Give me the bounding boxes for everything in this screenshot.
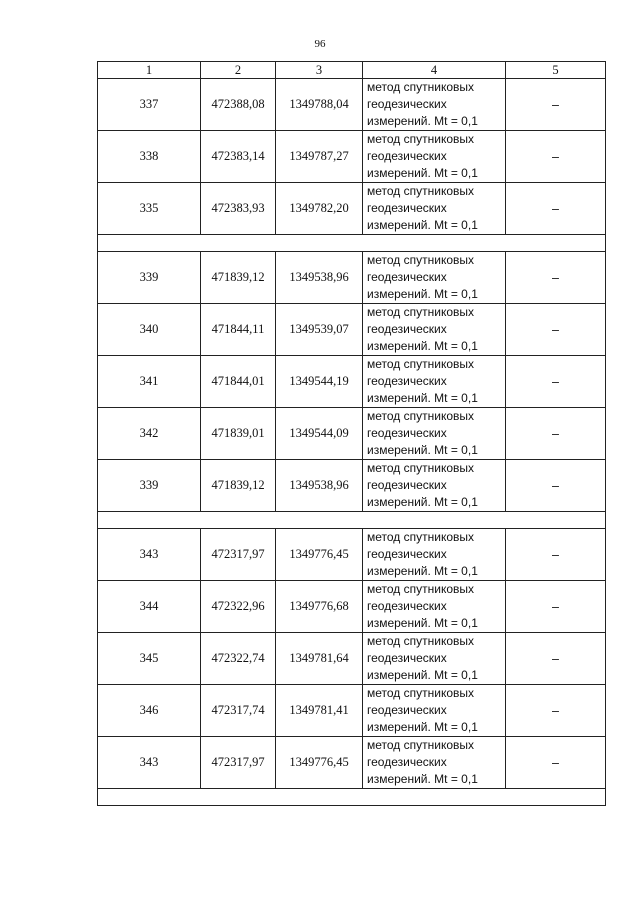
method-line: геодезических [367, 703, 447, 717]
table-row [98, 304, 606, 356]
table-row [98, 460, 606, 512]
method-line: геодезических [367, 599, 447, 613]
point-number-cell: 339 [98, 252, 201, 304]
method-cell [363, 633, 506, 685]
method-line: метод спутниковых [367, 582, 475, 596]
method-cell [363, 356, 506, 408]
method-cell [363, 581, 506, 633]
method-line: геодезических [367, 651, 447, 665]
table-row [98, 633, 606, 685]
method-line: измерений. Mt = 0,1 [367, 166, 478, 180]
y-coordinate-cell: 1349544,19 [276, 356, 363, 408]
header-col-3: 3 [276, 62, 363, 79]
point-number-cell: 345 [98, 633, 201, 685]
header-row [98, 62, 606, 79]
x-coordinate-cell: 471844,11 [201, 304, 276, 356]
method-cell [363, 408, 506, 460]
method-line: метод спутниковых [367, 80, 475, 94]
method-line: измерений. Mt = 0,1 [367, 616, 478, 630]
method-cell [363, 131, 506, 183]
method-line: геодезических [367, 374, 447, 388]
method-cell [363, 529, 506, 581]
group-separator-cell [98, 512, 606, 529]
coordinates-table [97, 61, 606, 806]
y-coordinate-cell: 1349538,96 [276, 460, 363, 512]
note-cell: – [506, 131, 606, 183]
point-number-cell: 344 [98, 581, 201, 633]
y-coordinate-cell: 1349776,45 [276, 737, 363, 789]
x-coordinate-cell: 472388,08 [201, 79, 276, 131]
note-cell: – [506, 252, 606, 304]
method-line: геодезических [367, 201, 447, 215]
x-coordinate-cell: 472317,97 [201, 529, 276, 581]
table-row [98, 529, 606, 581]
method-line: метод спутниковых [367, 132, 475, 146]
method-line: измерений. Mt = 0,1 [367, 668, 478, 682]
method-line: геодезических [367, 322, 447, 336]
method-line: геодезических [367, 270, 447, 284]
note-cell: – [506, 460, 606, 512]
table-row [98, 685, 606, 737]
page-number: 96 [314, 38, 326, 50]
point-number-cell: 338 [98, 131, 201, 183]
note-cell: – [506, 408, 606, 460]
table-row [98, 581, 606, 633]
note-cell: – [506, 737, 606, 789]
method-line: геодезических [367, 97, 447, 111]
note-cell: – [506, 685, 606, 737]
method-line: измерений. Mt = 0,1 [367, 564, 478, 578]
header-col-5: 5 [506, 62, 606, 79]
method-cell [363, 79, 506, 131]
point-number-cell: 343 [98, 529, 201, 581]
method-line: измерений. Mt = 0,1 [367, 772, 478, 786]
x-coordinate-cell: 471839,01 [201, 408, 276, 460]
header-col-4: 4 [363, 62, 506, 79]
method-line: измерений. Mt = 0,1 [367, 391, 478, 405]
method-line: геодезических [367, 426, 447, 440]
group-separator-row [98, 235, 606, 252]
table-row [98, 183, 606, 235]
method-line: метод спутниковых [367, 409, 475, 423]
method-line: измерений. Mt = 0,1 [367, 218, 478, 232]
method-line: метод спутниковых [367, 461, 475, 475]
method-cell [363, 737, 506, 789]
method-line: метод спутниковых [367, 686, 475, 700]
x-coordinate-cell: 472383,14 [201, 131, 276, 183]
method-line: измерений. Mt = 0,1 [367, 339, 478, 353]
x-coordinate-cell: 472317,74 [201, 685, 276, 737]
x-coordinate-cell: 472383,93 [201, 183, 276, 235]
point-number-cell: 340 [98, 304, 201, 356]
note-cell: – [506, 79, 606, 131]
method-line: метод спутниковых [367, 530, 475, 544]
x-coordinate-cell: 471839,12 [201, 252, 276, 304]
method-line: метод спутниковых [367, 305, 475, 319]
table-row [98, 131, 606, 183]
method-line: измерений. Mt = 0,1 [367, 720, 478, 734]
method-line: метод спутниковых [367, 634, 475, 648]
table-row [98, 408, 606, 460]
method-cell [363, 252, 506, 304]
point-number-cell: 337 [98, 79, 201, 131]
y-coordinate-cell: 1349544,09 [276, 408, 363, 460]
method-line: измерений. Mt = 0,1 [367, 287, 478, 301]
note-cell: – [506, 633, 606, 685]
x-coordinate-cell: 472317,97 [201, 737, 276, 789]
note-cell: – [506, 529, 606, 581]
table-row [98, 252, 606, 304]
y-coordinate-cell: 1349781,64 [276, 633, 363, 685]
method-line: измерений. Mt = 0,1 [367, 495, 478, 509]
point-number-cell: 339 [98, 460, 201, 512]
y-coordinate-cell: 1349539,07 [276, 304, 363, 356]
method-line: геодезических [367, 478, 447, 492]
y-coordinate-cell: 1349781,41 [276, 685, 363, 737]
note-cell: – [506, 356, 606, 408]
point-number-cell: 335 [98, 183, 201, 235]
y-coordinate-cell: 1349788,04 [276, 79, 363, 131]
point-number-cell: 342 [98, 408, 201, 460]
method-line: геодезических [367, 149, 447, 163]
method-cell [363, 304, 506, 356]
method-line: метод спутниковых [367, 253, 475, 267]
y-coordinate-cell: 1349776,68 [276, 581, 363, 633]
header-col-2: 2 [201, 62, 276, 79]
method-line: геодезических [367, 547, 447, 561]
note-cell: – [506, 581, 606, 633]
method-cell [363, 460, 506, 512]
method-line: метод спутниковых [367, 184, 475, 198]
x-coordinate-cell: 471839,12 [201, 460, 276, 512]
group-separator-cell [98, 235, 606, 252]
note-cell: – [506, 183, 606, 235]
y-coordinate-cell: 1349787,27 [276, 131, 363, 183]
group-separator-row [98, 512, 606, 529]
point-number-cell: 346 [98, 685, 201, 737]
y-coordinate-cell: 1349782,20 [276, 183, 363, 235]
method-line: измерений. Mt = 0,1 [367, 443, 478, 457]
group-separator-row [98, 789, 606, 806]
method-line: метод спутниковых [367, 357, 475, 371]
x-coordinate-cell: 471844,01 [201, 356, 276, 408]
point-number-cell: 341 [98, 356, 201, 408]
y-coordinate-cell: 1349538,96 [276, 252, 363, 304]
x-coordinate-cell: 472322,74 [201, 633, 276, 685]
method-line: метод спутниковых [367, 738, 475, 752]
table-row [98, 79, 606, 131]
method-cell [363, 685, 506, 737]
table-row [98, 737, 606, 789]
point-number-cell: 343 [98, 737, 201, 789]
header-col-1: 1 [98, 62, 201, 79]
coordinates-table-body [98, 62, 606, 806]
group-separator-cell [98, 789, 606, 806]
table-row [98, 356, 606, 408]
x-coordinate-cell: 472322,96 [201, 581, 276, 633]
method-cell [363, 183, 506, 235]
method-line: измерений. Mt = 0,1 [367, 114, 478, 128]
method-line: геодезических [367, 755, 447, 769]
note-cell: – [506, 304, 606, 356]
y-coordinate-cell: 1349776,45 [276, 529, 363, 581]
